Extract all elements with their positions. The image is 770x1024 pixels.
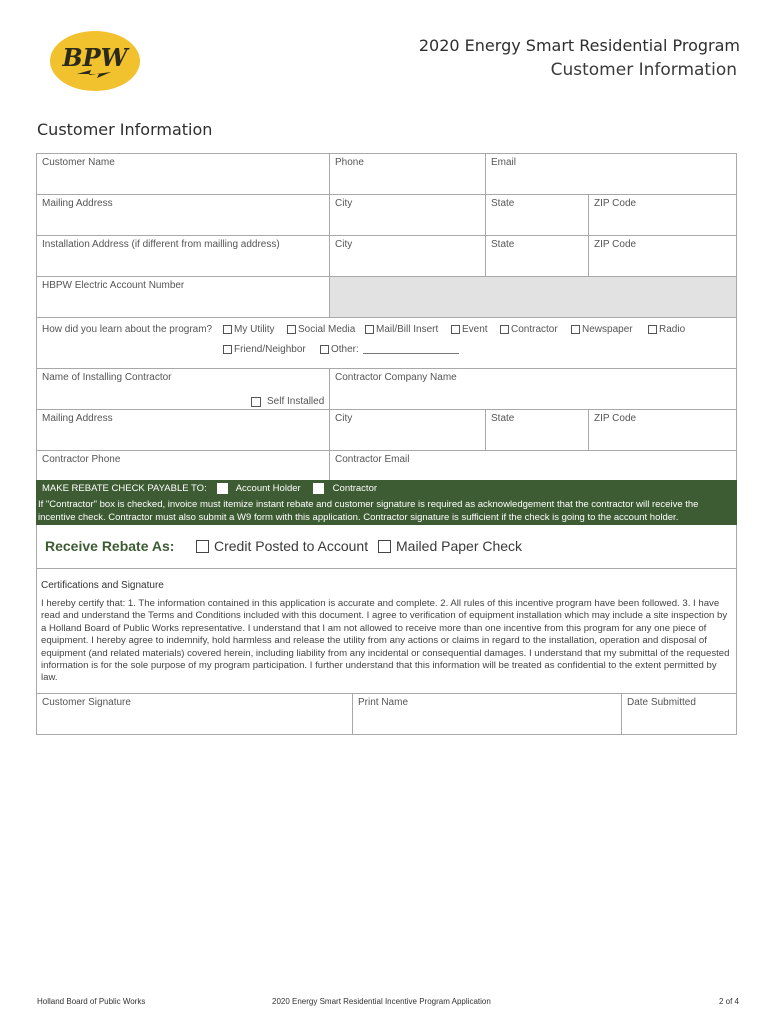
- print-name-field[interactable]: [353, 694, 622, 735]
- field-label: Email: [491, 157, 517, 168]
- mailing-address-field[interactable]: [37, 195, 330, 235]
- option-other[interactable]: [320, 344, 459, 355]
- city-field[interactable]: [330, 195, 486, 235]
- field-label: Print Name: [358, 697, 409, 708]
- date-submitted-field[interactable]: [622, 694, 736, 735]
- section-title: Customer Information: [37, 120, 213, 139]
- contractor-company-field[interactable]: [330, 369, 736, 409]
- paper-check-option[interactable]: [378, 538, 522, 554]
- option-my-utility[interactable]: [223, 324, 275, 335]
- certifications-section: [36, 569, 737, 735]
- receive-rebate-section: [36, 525, 737, 569]
- option-label: Credit Posted to Account: [214, 538, 369, 554]
- option-label: Radio: [659, 324, 686, 335]
- footer-page-number: 2 of 4: [718, 997, 739, 1006]
- field-label: Mailing Address: [42, 413, 113, 424]
- checkbox[interactable]: [571, 325, 580, 334]
- page-subtitle: Customer Information: [550, 60, 737, 80]
- customer-signature-field[interactable]: [37, 694, 353, 735]
- payable-section: [36, 480, 737, 525]
- field-label: ZIP Code: [594, 413, 637, 424]
- other-input[interactable]: [363, 346, 459, 354]
- phone-field[interactable]: [330, 154, 486, 194]
- option-contractor[interactable]: [500, 324, 558, 335]
- state-field[interactable]: [486, 195, 589, 235]
- certifications-text: I hereby certify that: 1. The information contained in this application is accurate and complete. 2. All rules of this incentive program have been followed. 3. I have read and understand the Terms and Conditions included with this document. I agree to verification of equipment installation which may include a site inspection by a Holland Board of Public Works representative. I understand that I am not allowed to receive more than one incentive from this program for any one piece of equipment. I hereby agree to indemnify, hold harmless and release the utility from any actions or claims in regard to the installation, operation and disposal of equipment (and related materials) covered herein, including liability from any incidental or consequential damages. I understand that my submittal of the requested information is for the sole purpose of my program participation. I further understand that this information will be treated as confidential to the extent permitted by law.: [41, 598, 730, 684]
- receive-rebate-label: Receive Rebate As:: [45, 538, 175, 554]
- checkbox[interactable]: [648, 325, 657, 334]
- credit-option[interactable]: [196, 538, 368, 554]
- bpw-logo: [49, 30, 141, 92]
- option-label: Mailed Paper Check: [396, 538, 523, 554]
- field-label: ZIP Code: [594, 239, 637, 250]
- field-label: Phone: [335, 157, 364, 168]
- option-radio[interactable]: [648, 324, 685, 335]
- checkbox[interactable]: [320, 345, 329, 354]
- logo-lettering: BPW: [62, 43, 128, 72]
- contractor-label: Contractor: [332, 483, 378, 494]
- installing-contractor-field[interactable]: [37, 369, 330, 409]
- contractor-state-field[interactable]: [486, 410, 589, 450]
- option-label: Event: [462, 324, 488, 335]
- learn-question: How did you learn about the program?: [42, 324, 213, 335]
- email-field[interactable]: [486, 154, 736, 194]
- field-label: State: [491, 413, 515, 424]
- checkbox[interactable]: [287, 325, 296, 334]
- checkbox[interactable]: [196, 540, 209, 553]
- footer-organization: Holland Board of Public Works: [37, 997, 146, 1006]
- contractor-mailing-address-field[interactable]: [37, 410, 330, 450]
- program-title: 2020 Energy Smart Residential Program: [418, 36, 740, 55]
- field-label: City: [335, 198, 353, 209]
- form-row: [37, 369, 736, 410]
- account-holder-checkbox[interactable]: [217, 483, 228, 494]
- field-label: ZIP Code: [594, 198, 637, 209]
- checkbox[interactable]: [223, 345, 232, 354]
- field-label: City: [335, 239, 353, 250]
- customer-info-form: [36, 153, 737, 492]
- option-label: Contractor: [511, 324, 558, 335]
- payable-line: [42, 483, 377, 494]
- checkbox[interactable]: [365, 325, 374, 334]
- field-label: State: [491, 198, 515, 209]
- option-label: Self Installed: [267, 396, 325, 407]
- field-label: Name of Installing Contractor: [42, 372, 172, 383]
- hbpw-account-field[interactable]: [330, 277, 736, 317]
- field-label: Contractor Email: [335, 454, 410, 465]
- certifications-title: Certifications and Signature: [41, 580, 164, 591]
- installation-zip-field[interactable]: [589, 236, 736, 276]
- option-social-media[interactable]: [287, 324, 355, 335]
- option-label: Newspaper: [582, 324, 633, 335]
- contractor-city-field[interactable]: [330, 410, 486, 450]
- installation-state-field[interactable]: [486, 236, 589, 276]
- checkbox[interactable]: [251, 397, 261, 407]
- hbpw-account-label: [37, 277, 330, 317]
- option-mail-bill-insert[interactable]: [365, 324, 438, 335]
- installation-address-field[interactable]: [37, 236, 330, 276]
- field-label: Customer Signature: [42, 697, 131, 708]
- contractor-zip-field[interactable]: [589, 410, 736, 450]
- form-row: [37, 154, 736, 195]
- checkbox[interactable]: [500, 325, 509, 334]
- customer-name-field[interactable]: [37, 154, 330, 194]
- option-label: My Utility: [234, 324, 275, 335]
- option-label: Social Media: [298, 324, 356, 335]
- field-label: HBPW Electric Account Number: [42, 280, 185, 291]
- signature-row: [37, 693, 736, 734]
- field-label: Contractor Company Name: [335, 372, 457, 383]
- self-installed-option[interactable]: [251, 396, 324, 407]
- option-newspaper[interactable]: [571, 324, 633, 335]
- field-label: Date Submitted: [627, 697, 696, 708]
- footer-document-title: 2020 Energy Smart Residential Incentive Program Application: [272, 997, 491, 1006]
- field-label: State: [491, 239, 515, 250]
- payable-note: If "Contractor" box is checked, invoice must itemize instant rebate and customer signature is required as acknowledgement that the contractor will receive the incentive check. Contractor must also submit a W9 form with this application. Contractor signature is sufficient if the check is going to the account holder.: [38, 499, 699, 523]
- field-label: City: [335, 413, 353, 424]
- learn-about-program: [37, 318, 736, 369]
- form-row: [37, 195, 736, 236]
- form-row: [37, 236, 736, 277]
- checkbox[interactable]: [378, 540, 391, 553]
- form-row: [37, 277, 736, 318]
- account-holder-label: Account Holder: [235, 483, 301, 494]
- field-label: Customer Name: [42, 157, 115, 168]
- option-event[interactable]: [451, 324, 488, 335]
- checkbox[interactable]: [451, 325, 460, 334]
- option-friend-neighbor[interactable]: [223, 344, 306, 355]
- zip-field[interactable]: [589, 195, 736, 235]
- payable-label: MAKE REBATE CHECK PAYABLE TO:: [42, 483, 207, 494]
- field-label: Contractor Phone: [42, 454, 121, 465]
- option-label: Other:: [331, 344, 359, 355]
- option-label: Mail/Bill Insert: [376, 324, 439, 335]
- contractor-checkbox[interactable]: [313, 483, 324, 494]
- field-label: Mailing Address: [42, 198, 113, 209]
- checkbox[interactable]: [223, 325, 232, 334]
- form-row: [37, 410, 736, 451]
- field-label: Installation Address (if different from mailling address): [42, 239, 280, 250]
- installation-city-field[interactable]: [330, 236, 486, 276]
- option-label: Friend/Neighbor: [234, 344, 306, 355]
